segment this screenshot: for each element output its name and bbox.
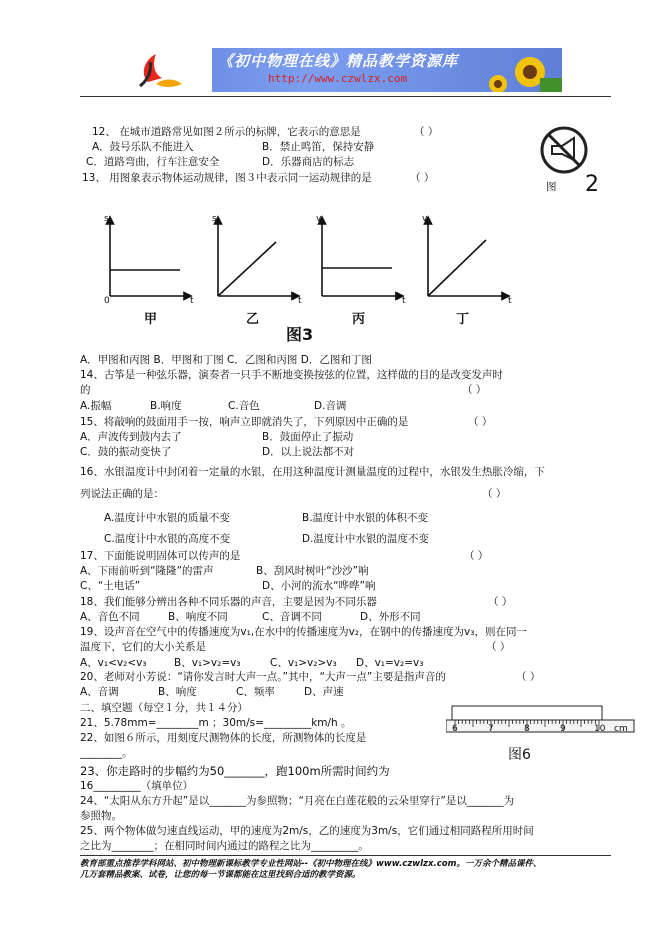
q14-opt-b: B.响度 xyxy=(150,400,182,412)
header-url: http://www.czwlzx.com xyxy=(268,72,408,85)
q12-blank: （ ） xyxy=(414,126,439,138)
graph-bing xyxy=(322,220,400,296)
q19-opt-c: C、v₁>v₂>v₃ xyxy=(270,657,337,669)
q23-line1: 23、你走路时的步幅约为50_______，跑100m所需时间约为 xyxy=(80,764,390,778)
q22-line2: ________。 xyxy=(80,747,133,759)
footer-line2: 几万套精品教案、试卷，让您的每一节课都能在这里找到合适的教学资源。 xyxy=(80,870,361,880)
graph-yi xyxy=(218,220,296,296)
q15-blank: （ ） xyxy=(468,416,493,428)
q12-opt-d: D．乐器商店的标志 xyxy=(262,156,355,168)
q19-opt-a: A、v₁<v₂<v₃ xyxy=(80,657,147,669)
graph-ding-y: v xyxy=(422,214,428,224)
q17-blank: （ ） xyxy=(464,550,489,562)
graph-jia-origin: 0 xyxy=(104,296,110,306)
ruler-tick-6: 6 xyxy=(452,724,458,734)
q25-line2: 之比为________；在相同时间内通过的路程之比为_________。 xyxy=(80,840,369,852)
q20-blank: （ ） xyxy=(516,671,541,683)
graph-bing-x: t xyxy=(402,296,406,306)
ruler-unit: cm xyxy=(614,724,628,734)
q12-opt-b: B．禁止鸣笛，保持安静 xyxy=(262,141,375,153)
q15-opt-b: B．鼓面停止了振动 xyxy=(262,431,354,443)
q15-opt-d: D．以上说法都不对 xyxy=(262,446,355,458)
q14-opt-c: C.音色 xyxy=(228,400,260,412)
graph-bing-name: 丙 xyxy=(352,312,366,327)
q18-opt-c: C、音调不同 xyxy=(262,611,322,623)
q14-opt-d: D.音调 xyxy=(314,400,347,412)
ruler-tick-8: 8 xyxy=(524,724,530,734)
q21-text: 21、5.78mm=________m ；30m/s=_________km/h 。 xyxy=(80,717,352,729)
q17-opt-c: C、“土电话” xyxy=(80,580,141,592)
q25-line1: 25、两个物体做匀速直线运动，甲的速度为2m/s，乙的速度为3m/s，它们通过相同路程所用时间 xyxy=(80,825,534,837)
footer-line1: 教育部重点推荐学科网站、初中物理新课标教学专业性网站--《初中物理在线》www.czwlzx.com。一万余个精品课件、 xyxy=(80,859,542,869)
q19-stem: 19、设声音在空气中的传播速度为v₁,在水中的传播速度为v₂，在钢中的传播速度为v₃，则在同一 xyxy=(80,626,527,638)
q19-opt-b: B、v₁>v₂=v₃ xyxy=(174,657,241,669)
q24-line1: 24、“太阳从东方升起”是以_______为参照物；“月亮在白莲花般的云朵里穿行”是以_______为 xyxy=(80,795,515,807)
section-2-heading: 二、填空题（每空１分，共１４分） xyxy=(80,702,248,714)
ruler-tick-9: 9 xyxy=(560,724,566,734)
q12-fig-label: 图 xyxy=(546,181,557,193)
q20-stem: 20、老师对小芳说：“请你发言时大声一点。”其中，“大声一点”主要是指声音的 xyxy=(80,671,446,683)
q15-stem: 15、将敲响的鼓面用手一按，响声立即就消失了，下列原因中正确的是 xyxy=(80,416,409,428)
q13-blank: （ ） xyxy=(410,172,435,184)
q14-opt-a: A.振幅 xyxy=(80,400,112,412)
q20-opt-c: C、频率 xyxy=(236,686,275,698)
ruler-tick-10: 10 xyxy=(594,724,606,734)
q16-opt-a: A.温度计中水银的质量不变 xyxy=(104,512,230,524)
graph-jia-name: 甲 xyxy=(144,312,158,327)
q13-options: A．甲图和丙图 B．甲图和丁图 C．乙图和丙图 D．乙图和丁图 xyxy=(80,354,372,366)
graph-yi-y: s xyxy=(212,214,217,224)
q16-opt-b: B.温度计中水银的体积不变 xyxy=(302,512,429,524)
q20-opt-d: D、声速 xyxy=(304,686,344,698)
ruler-tick-7: 7 xyxy=(488,724,494,734)
q18-opt-d: D、外形不同 xyxy=(360,611,421,623)
sunflower-icon xyxy=(489,57,562,92)
q12-stem: 12、 在城市道路常见如图２所示的标牌，它表示的意思是 xyxy=(92,126,361,138)
q19-line2: 温度下，它们的大小关系是 xyxy=(80,641,206,653)
q20-opt-b: B、响度 xyxy=(158,686,197,698)
header-title: 《初中物理在线》精品教学资源库 xyxy=(218,52,459,70)
figure-3-title: 图3 xyxy=(286,325,314,344)
q19-blank: （ ） xyxy=(486,641,511,653)
q12-fig-number: 2 xyxy=(585,172,599,197)
q18-opt-a: A、音色不同 xyxy=(80,611,140,623)
q18-opt-b: B、响度不同 xyxy=(168,611,228,623)
q18-stem: 18、我们能够分辨出各种不同乐器的声音，主要是因为不同乐器 xyxy=(80,596,377,608)
q16-blank: （ ） xyxy=(482,488,507,500)
graph-jia xyxy=(110,220,188,296)
no-horn-sign-icon xyxy=(538,124,590,176)
q15-opt-a: A．声波传到鼓内去了 xyxy=(80,431,182,443)
graph-ding-name: 丁 xyxy=(456,312,470,327)
q13-stem: 13、 用图象表示物体运动规律，图３中表示同一运动规律的是 xyxy=(82,172,372,184)
header-rule xyxy=(80,96,611,97)
q14-stem: 14、古筝是一种弦乐器，演奏者一只手不断地变换按弦的位置，这样做的目的是改变发声时 xyxy=(80,369,503,381)
q12-opt-a: A．鼓号乐队不能进入 xyxy=(92,141,194,153)
q16-stem: 16、水银温度计中封闭着一定量的水银，在用这种温度计测量温度的过程中，水银发生热胀冷缩，下 xyxy=(80,466,545,478)
q14-line2: 的 xyxy=(80,384,91,396)
q17-opt-b: B、刮风时树叶“沙沙”响 xyxy=(256,565,369,577)
q17-opt-a: A、下雨前听到“隆隆”的雷声 xyxy=(80,565,214,577)
graph-ding-x: t xyxy=(508,296,512,306)
q19-opt-d: D、v₁=v₂=v₃ xyxy=(356,657,424,669)
q15-opt-c: C．鼓的振动变快了 xyxy=(80,446,172,458)
q16-opt-c: C.温度计中水银的高度不变 xyxy=(104,533,231,545)
q16-line2: 列说法正确的是： xyxy=(80,488,164,500)
graph-ding xyxy=(428,220,506,296)
q23-line2: 16_________（填单位） xyxy=(80,780,194,792)
graph-jia-x: t xyxy=(190,296,194,306)
q17-stem: 17、下面能说明固体可以传声的是 xyxy=(80,550,241,562)
graph-jia-y: s xyxy=(104,214,109,224)
q22-line1: 22、如图６所示，用刻度尺测物体的长度，所测物体的长度是 xyxy=(80,732,367,744)
header-banner xyxy=(100,48,562,92)
graph-yi-x: t xyxy=(298,296,302,306)
q12-opt-c: C．道路弯曲，行车注意安全 xyxy=(86,156,220,168)
figure-6-ruler xyxy=(446,702,638,772)
footer-rule xyxy=(80,855,611,856)
graph-bing-y: v xyxy=(316,214,322,224)
q18-blank: （ ） xyxy=(488,596,513,608)
q16-opt-d: D.温度计中水银的温度不变 xyxy=(302,533,429,545)
figure-6-title: 图6 xyxy=(508,747,531,763)
graph-yi-name: 乙 xyxy=(246,312,260,327)
q24-line2: 参照物。 xyxy=(80,810,122,822)
q17-opt-d: D、小河的流水“哗哗”响 xyxy=(262,580,376,592)
q20-opt-a: A、音调 xyxy=(80,686,119,698)
q14-blank: （ ） xyxy=(462,384,487,396)
